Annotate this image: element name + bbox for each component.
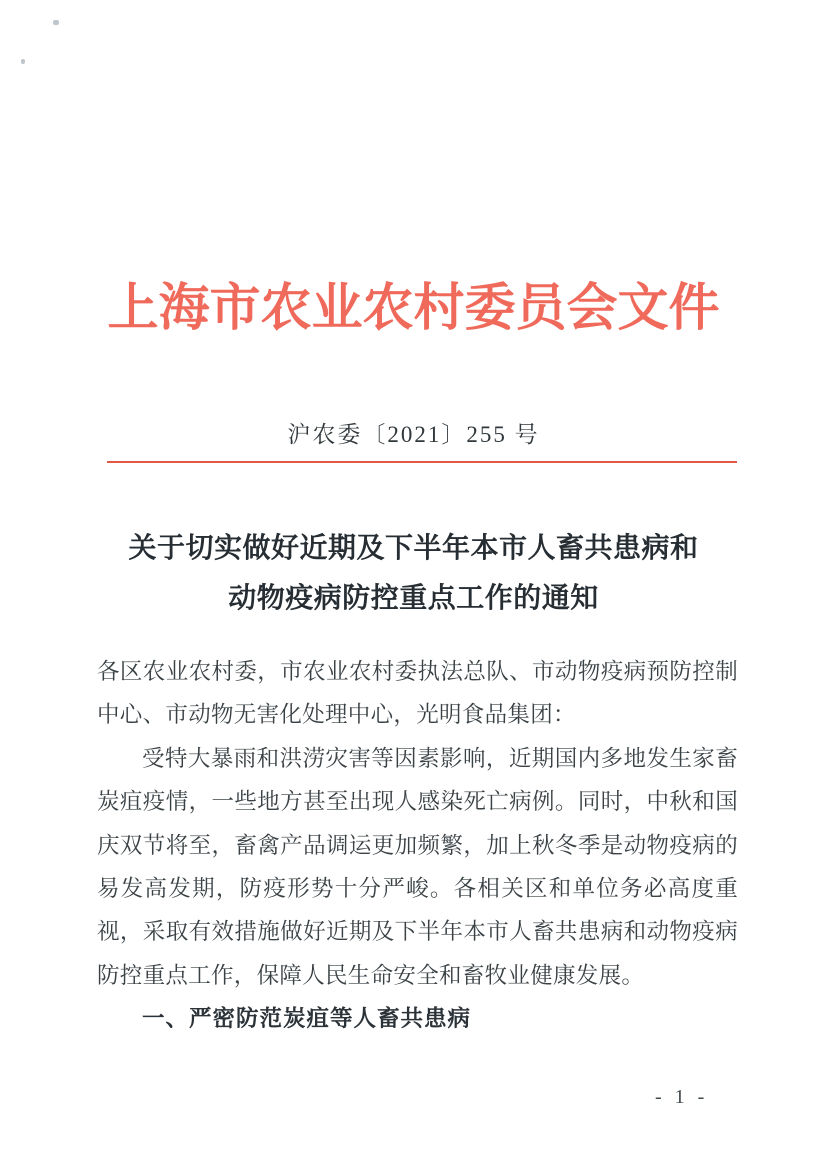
scan-speck xyxy=(53,20,59,25)
document-body xyxy=(97,650,738,1041)
document-number: 沪农委〔2021〕255 号 xyxy=(287,422,540,447)
scan-speck xyxy=(21,59,25,64)
body-paragraph-1: 受特大暴雨和洪涝灾害等因素影响，近期国内多地发生家畜炭疽疫情，一些地方甚至出现人感染死亡病例。同时，中秋和国庆双节将至，畜禽产品调运更加频繁，加上秋冬季是动物疫病的易发高发期，防疫形势十分严峻。各相关区和单位务必高度重视，采取有效措施做好近期及下半年本市人畜共患病和动物疫病防控重点工作，保障人民生命安全和畜牧业健康发展。 xyxy=(97,745,738,988)
section-1-heading: 一、严密防范炭疽等人畜共患病 xyxy=(142,1006,472,1032)
red-header-org-title: 上海市农业农村委员会文件 xyxy=(107,281,720,337)
red-divider-line xyxy=(107,461,737,463)
document-title-line-1: 关于切实做好近期及下半年本市人畜共患病和 xyxy=(128,533,699,564)
recipients-line: 各区农业农村委，市农业农村委执法总队、市动物疫病预防控制中心、市动物无害化处理中心，光明食品集团： xyxy=(97,659,738,728)
document-title-line-2: 动物疫病防控重点工作的通知 xyxy=(228,583,599,614)
page-number: - 1 - xyxy=(655,1086,709,1108)
document-title xyxy=(0,524,827,624)
